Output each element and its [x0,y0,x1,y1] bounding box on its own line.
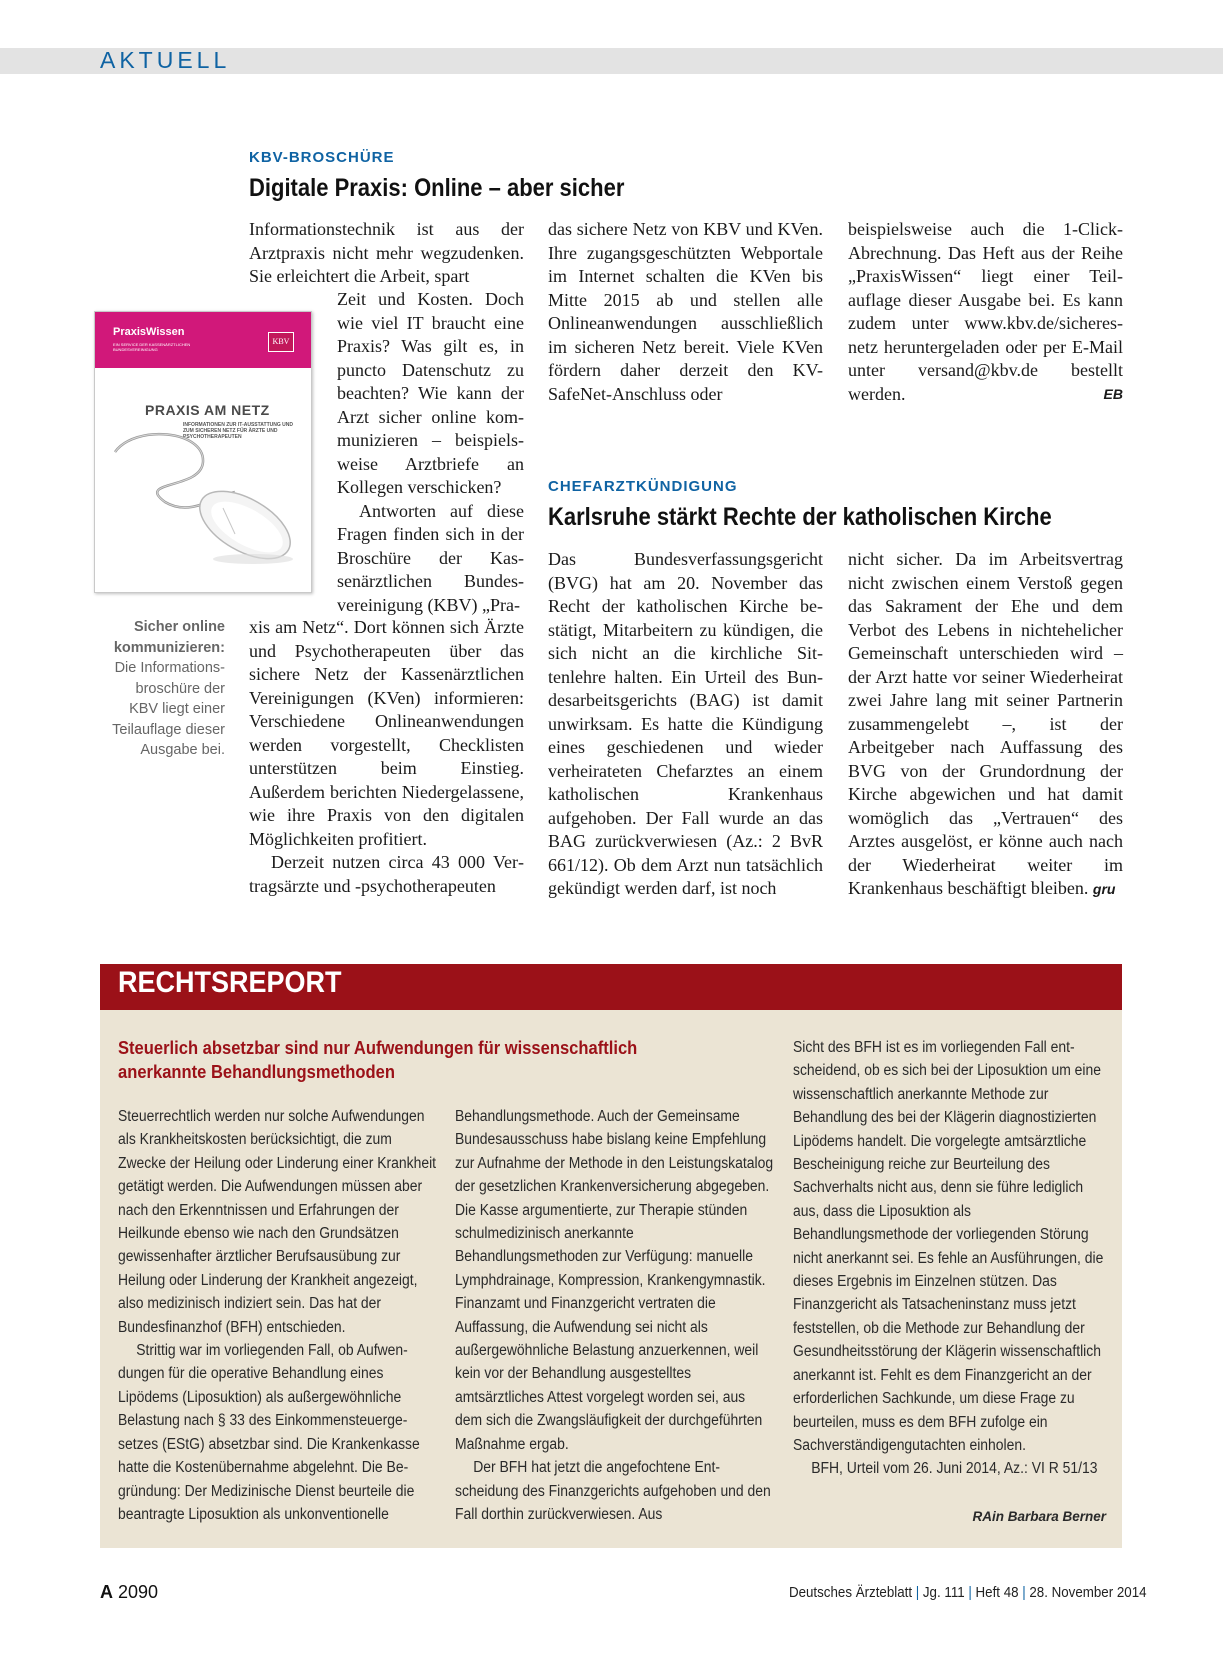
rechtsreport-citation: BFH, Urteil vom 26. Juni 2014, Az.: VI R 51/13 [811,1460,1098,1478]
article1-col1-wrapped: Zeit und Kosten. Doch wie viel IT braucht eine Praxis? Was gilt es, in puncto Datenschutz zu beachten? Wie kann der Arzt sicher online kommunizieren – beispielsweise Arztbriefe an Kollegen verschicken? Antworten auf diese Fragen finden sich in der Broschüre der Kassenärztlichen Bundesvereinigung (KBV) „Pra- [337,289,524,615]
article2-headline: Karlsruhe stärkt Rechte der katholischen Kirche [548,503,1052,531]
rechtsreport-headline: Steuerlich absetzbar sind nur Aufwendungen für wissenschaftlich anerkannte Behandlungsmethoden [118,1038,638,1082]
section-label: AKTUELL [100,47,231,73]
rechtsreport-title: RECHTSREPORT [118,966,342,999]
rechtsreport-col2: Behandlungsmethode. Auch der Gemeinsame Bundesausschuss habe bislang keine Empfehlung zur Aufnahme der Methode in den Leistungskatalog der gesetzlichen Krankenversicherung abgegeben. Die Kasse argumentierte, zur Therapie stünden schulmedizinisch anerkannte Behandlungsmethoden zur Verfügung: manuelle Lymphdrainage, Kompression, Krankengymnastik. Finanzamt und Finanzgericht vertraten die Auffassung, die Aufwendung sei nicht als außergewöhnliche Belastung anzuerkennen, weil kein vor der Behandlung ausgestelltes amtsärztliches Attest vorgelegt worden sei, aus dem sich die Zwangsläufigkeit der durchgeführten Maßnahme ergab. Der BFH hat jetzt die angefochtene Entscheidung des Finanzgerichts aufgehoben und den Fall dorthin zurückverwiesen. Aus [455,1108,774,1523]
article1-headline: Digitale Praxis: Online – aber sicher [249,174,625,202]
brochure-cover-image [94,311,312,593]
article1-kicker: KBV-BROSCHÜRE [249,149,395,166]
page-number: A 2090 [100,1582,159,1602]
cover-subtitle: EIN SERVICE DER KASSENÄRZTLICHEN BUNDESVEREINIGUNG [113,342,191,352]
cover-info: INFORMATIONEN ZUR IT-AUSSTATTUNG UND ZUM SICHEREN NETZ FÜR ÄRZTE UND PSYCHOTHERAPEUTEN [183,422,293,440]
rechtsreport-col1: Steuerrechtlich werden nur solche Aufwendungen als Krankheitskosten berücksichtigt, die zum Zwecke der Heilung oder Linderung einer Krankheit getätigt werden. Die Aufwendungen müssen aber nach den Erkenntnissen und Erfahrungen der Heilkunde ebenso wie nach den Grundsätzen gewissenhafter ärztlicher Berufsausübung zur Heilung oder Linderung der Krankheit angezeigt, also medizinisch indiziert sein. Das hat der Bundesfinanzhof (BFH) entschieden. Strittig war im vorliegenden Fall, ob Aufwendungen für die operative Behandlung eines Lipödems (Liposuktion) als außergewöhnliche Belastung nach § 33 des Einkommensteuergesetzes (EStG) absetzbar sind. Die Krankenkasse hatte die Kostenübernahme abgelehnt. Die Begründung: Der Medizinische Dienst beurteile die beantragte Liposuktion als unkonventionelle [118,1108,437,1523]
article2-signature: gru [1092,881,1116,897]
article1-signature: EB [1103,385,1123,402]
cover-title: PRAXIS AM NETZ [145,402,270,418]
article2-kicker: CHEFARZTKÜNDIGUNG [548,478,738,495]
computer-mouse-icon [95,312,311,592]
kbv-logo: KBV [268,332,294,352]
cover-brand: PraxisWissen [113,326,185,338]
footer-journal-info: Deutsches Ärzteblatt | Jg. 111 | Heft 48 | 28. November 2014 [788,1585,1147,1601]
article1-col1-intro: Informationstechnik ist aus der Arztpraxis nicht mehr wegzudenken. Sie erleichtert die Arbeit, spart [249,219,524,286]
image-caption: Sicher online kommunizieren: Die Informationsbroschüre der KBV liegt einer Teilauflage dieser Ausgabe bei. [112,619,225,758]
article1-col1-rest: xis am Netz“. Dort können sich Ärzte und Psychotherapeuten über das sichere Netz der Kassenärztlichen Vereinigungen (KVen) informieren: Verschiedene Onlineanwendungen werden vorgestellt, Checklisten unterstützen beim Einstieg. Außerdem berichten Niedergelassene, wie ihre Praxis von den digitalen Möglichkeiten profitiert. Derzeit nutzen circa 43 000 Vertragsärzte und -psychotherapeuten [249,617,524,896]
article1-col3: beispielsweise auch die 1-Click-Abrechnung. Das Heft aus der Reihe „PraxisWissen“ liegt einer Teilauflage dieser Ausgabe bei. Es kann zudem unter www.kbv.de/sicheresnetz heruntergeladen oder per E-Mail unter versand@kbv.de bestellt werden. EB [848,218,1123,406]
article1-col2: das sichere Netz von KBV und KVen. Ihre zugangsgeschützten Webportale im Internet schalten die KVen bis Mitte 2015 ab und stellen alle Onlineanwendungen ausschließlich im sicheren Netz bereit. Viele KVen fördern daher derzeit den KV-SafeNet-Anschluss oder [548,219,823,404]
rechtsreport-col3: Sicht des BFH ist es im vorliegenden Fall entscheidend, ob es sich bei der Liposuktion um eine wissenschaftlich anerkannte Methode zur Behandlung des bei der Klägerin diagnostizierten Lipödems handelt. Die vorgelegte amtsärztliche Bescheinigung reiche zur Beurteilung des Sachverhalts nicht aus, denn sie führe lediglich aus, dass die Liposuktion als Behandlungsmethode der vorliegenden Störung nicht anerkannt sei. Es fehle an Ausführungen, die dieses Ergebnis im Einzelnen stützen. Das Finanzgericht als Tatsacheninstanz muss jetzt feststellen, ob die Methode zur Behandlung der Gesundheitsstörung der Klägerin wissenschaftlich anerkannt ist. Fehlt es dem Finanzgericht an der erforderlichen Sachkunde, um diese Frage zu beurteilen, muss es dem BFH zufolge ein Sachverständigengutachten einholen. BFH, Urteil vom 26. Juni 2014, Az.: VI R 51/13 [793,1036,1110,1481]
article2-col1: Das Bundesverfassungsgericht (BVG) hat am 20. November das Recht der katholischen Kirche bestätigt, Mitarbeitern zu kündigen, die sich nicht an die kirchliche Sittenlehre halten. Ein Urteil des Bundesarbeitsgerichts (BAG) ist damit unwirksam. Es hatte die Kündigung eines geschiedenen und wieder verheirateten Chefarztes an einem katholischen Krankenhaus aufgehoben. Der Fall wurde an das BAG zurückverwiesen (Az.: 2 BvR 661/12). Ob dem Arzt nun tatsächlich gekündigt werden darf, ist noch [548,549,823,898]
article2-col2: nicht sicher. Da im Arbeitsvertrag nicht zwischen einem Verstoß gegen das Sakrament der Ehe und dem Verbot des Lebens in nichtehelicher Gemeinschaft unterschieden wird – der Arzt hatte vor seiner Wiederheirat zwei Jahre lang mit seiner Partnerin zusammengelebt –, ist der Arbeitgeber nach Auffassung des BVG von der Grundordnung der Kirche abgewichen und hat damit womöglich das „Vertrauen“ des Arztes ausgelöst, er könne auch nach der Wiederheirat weiter im Krankenhaus beschäftigt bleiben. gru [848,549,1123,898]
rechtsreport-author: RAin Barbara Berner [972,1509,1106,1524]
